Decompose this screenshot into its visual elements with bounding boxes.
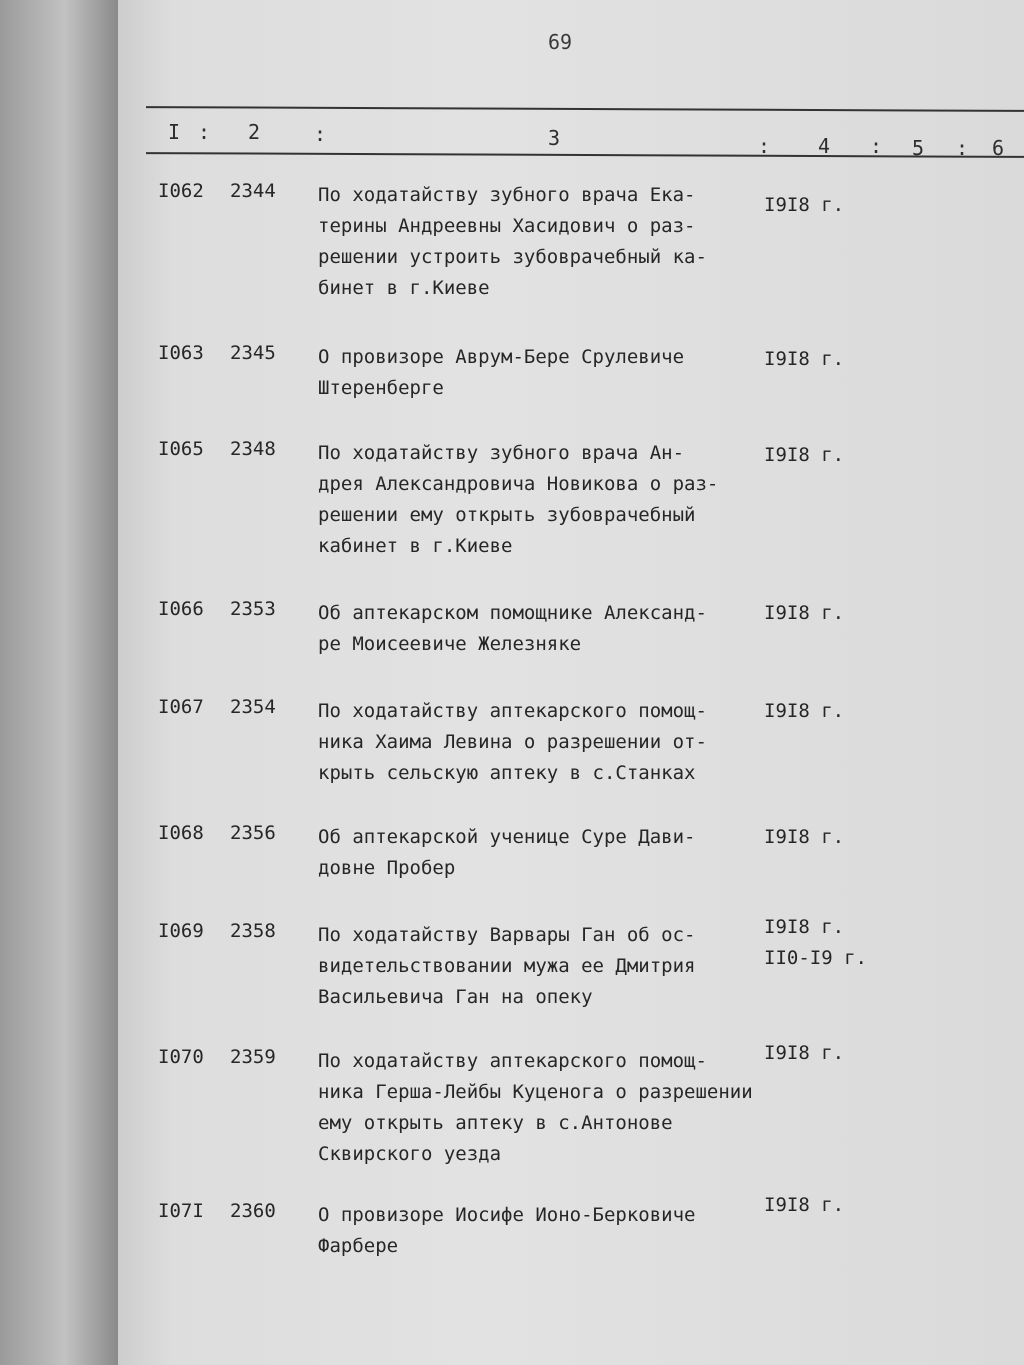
record-number: I062 <box>158 180 204 202</box>
header-col-1: I <box>168 120 181 144</box>
header-rule-bottom <box>146 152 1024 158</box>
record-number: I07I <box>158 1200 204 1222</box>
file-number: 2353 <box>230 598 276 620</box>
record-number: I068 <box>158 822 204 844</box>
file-number: 2358 <box>230 920 276 942</box>
header-col-6: 6 <box>992 136 1005 160</box>
record-title: О провизоре Аврум-Бере Срулевиче Штеренберге <box>318 346 685 399</box>
header-col-4: 4 <box>818 134 831 158</box>
record-number: I070 <box>158 1046 204 1068</box>
record-number: I067 <box>158 696 204 718</box>
file-number: 2354 <box>230 696 276 718</box>
file-number: 2360 <box>230 1200 276 1222</box>
file-number: 2359 <box>230 1046 276 1068</box>
record-number: I066 <box>158 598 204 620</box>
header-sep: : <box>198 120 211 144</box>
record-dates: I9I8 г. <box>764 1042 845 1064</box>
header-sep: : <box>758 134 771 158</box>
record-dates: I9I8 г. <box>764 700 845 722</box>
header-col-2: 2 <box>248 120 261 144</box>
record-title: По ходатайству аптекарского помощ- ника Хаима Левина о разрешении от- крыть сельскую аптеку в с.Станках <box>318 700 707 784</box>
header-rule-top <box>146 106 1024 112</box>
record-dates: I9I8 г. <box>764 826 845 848</box>
record-dates: I9I8 г. <box>764 1194 845 1216</box>
record-title: Об аптекарской ученице Суре Дави- довне Пробер <box>318 826 696 879</box>
record-dates: I9I8 г. II0-I9 г. <box>764 916 867 969</box>
record-number: I065 <box>158 438 204 460</box>
file-number: 2356 <box>230 822 276 844</box>
file-number: 2345 <box>230 342 276 364</box>
record-dates: I9I8 г. <box>764 444 845 466</box>
record-dates: I9I8 г. <box>764 348 845 370</box>
file-number: 2348 <box>230 438 276 460</box>
record-title: По ходатайству Варвары Ган об ос- видетельствовании мужа ее Дмитрия Васильевича Ган на опеку <box>318 924 696 1008</box>
record-dates: I9I8 г. <box>764 602 845 624</box>
file-number: 2344 <box>230 180 276 202</box>
record-title: По ходатайству зубного врача Ан- дрея Александровича Новикова о раз- решении ему открыть зубоврачебный кабинет в г.Киеве <box>318 442 719 557</box>
book-spine <box>0 0 118 1365</box>
header-sep: : <box>956 136 969 160</box>
document-page <box>118 0 1024 1365</box>
header-sep: : <box>870 134 883 158</box>
header-col-3: 3 <box>548 126 561 150</box>
record-title: По ходатайству аптекарского помощ- ника Герша-Лейбы Куценога о разрешении ему открыть аптеку в с.Антонове Сквирского уезда <box>318 1050 753 1165</box>
record-title: Об аптекарском помощнике Александ- ре Моисеевиче Железняке <box>318 602 707 655</box>
page-number: 69 <box>548 30 573 54</box>
record-title: О провизоре Иосифе Ионо-Берковиче Фарбере <box>318 1204 696 1257</box>
record-number: I063 <box>158 342 204 364</box>
header-col-5: 5 <box>912 136 925 160</box>
header-sep: : <box>314 122 327 146</box>
record-title: По ходатайству зубного врача Ека- терины Андреевны Хасидович о раз- решении устроить зубоврачебный ка- бинет в г.Киеве <box>318 184 707 299</box>
record-number: I069 <box>158 920 204 942</box>
record-dates: I9I8 г. <box>764 194 845 216</box>
